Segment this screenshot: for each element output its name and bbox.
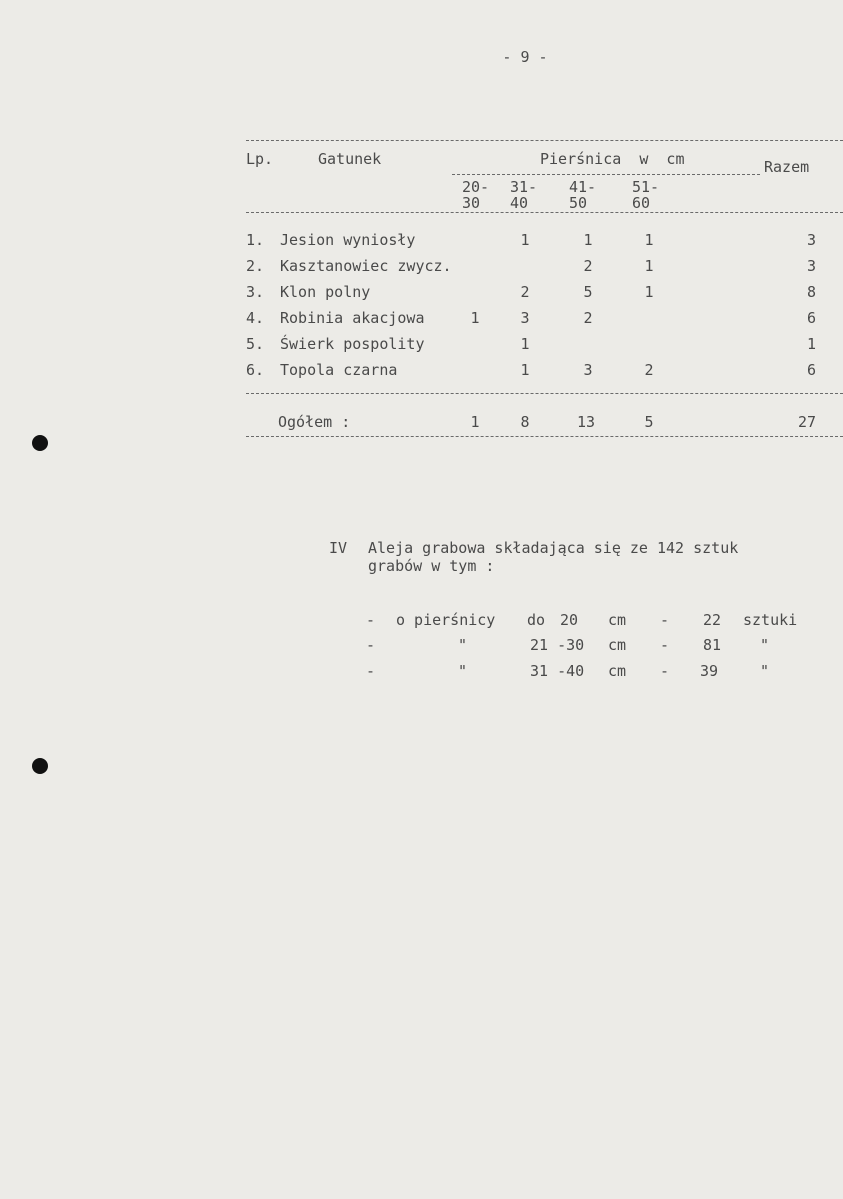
row-species: Świerk pospolity xyxy=(280,335,425,353)
summary-31-40: 8 xyxy=(520,413,530,431)
cell-41-50: 2 xyxy=(583,257,593,275)
item-dash-2: - xyxy=(660,611,670,629)
cell-41-50: 3 xyxy=(583,361,593,379)
cell-total: 8 xyxy=(806,283,816,301)
cell-20-30: 1 xyxy=(470,309,480,327)
item-label: sztuki xyxy=(743,611,798,629)
header-group: Pierśnica w cm xyxy=(540,150,685,168)
cell-41-50: 2 xyxy=(583,309,593,327)
section-number: IV xyxy=(329,539,348,557)
item-count: 22 xyxy=(703,611,722,629)
row-species: Klon polny xyxy=(280,283,371,301)
row-number: 3. xyxy=(246,283,265,301)
item-unit: cm xyxy=(608,611,627,629)
header-bottom-rule xyxy=(246,212,843,213)
item-pre: do xyxy=(527,611,546,629)
header-species: Gatunek xyxy=(318,150,382,168)
bin-bottom: 60 xyxy=(632,194,651,212)
row-species: Topola czarna xyxy=(280,361,398,379)
table-bottom-rule xyxy=(246,436,843,437)
bin-bottom: 50 xyxy=(569,194,588,212)
table-top-rule xyxy=(246,140,843,141)
cell-41-50: 1 xyxy=(583,231,593,249)
header-lp: Lp. xyxy=(246,150,274,168)
item-count: 81 xyxy=(703,636,722,654)
cell-total: 6 xyxy=(806,361,816,379)
bin-top: 31- xyxy=(510,178,538,196)
bin-top: 41- xyxy=(569,178,597,196)
item-label: " xyxy=(760,662,770,680)
cell-41-50: 5 xyxy=(583,283,593,301)
bin-top: 51- xyxy=(632,178,660,196)
item-unit: cm xyxy=(608,662,627,680)
item-what: o pierśnicy xyxy=(396,611,496,629)
cell-51-60: 1 xyxy=(644,257,654,275)
item-label: " xyxy=(760,636,770,654)
punch-hole xyxy=(32,758,48,774)
cell-31-40: 1 xyxy=(520,361,530,379)
cell-31-40: 3 xyxy=(520,309,530,327)
item-what: " xyxy=(458,636,468,654)
cell-total: 3 xyxy=(806,257,816,275)
summary-51-60: 5 xyxy=(644,413,654,431)
summary-20-30: 1 xyxy=(470,413,480,431)
summary-41-50: 13 xyxy=(576,413,596,431)
row-number: 4. xyxy=(246,309,265,327)
item-dash: - xyxy=(366,611,376,629)
item-range: 21 -30 xyxy=(530,636,585,654)
cell-total: 6 xyxy=(806,309,816,327)
bin-bottom: 30 xyxy=(462,194,481,212)
cell-total: 1 xyxy=(806,335,816,353)
item-range: 31 -40 xyxy=(530,662,585,680)
summary-label: Ogółem : xyxy=(278,413,351,431)
row-number: 2. xyxy=(246,257,265,275)
item-what: " xyxy=(458,662,468,680)
item-range: 20 xyxy=(560,611,579,629)
page-number: - 9 - xyxy=(502,48,548,66)
header-total: Razem xyxy=(764,158,810,176)
punch-hole xyxy=(32,435,48,451)
item-count: 39 xyxy=(700,662,719,680)
bin-bottom: 40 xyxy=(510,194,529,212)
cell-51-60: 1 xyxy=(644,231,654,249)
row-number: 6. xyxy=(246,361,265,379)
row-species: Jesion wyniosły xyxy=(280,231,416,249)
row-species: Robinia akacjowa xyxy=(280,309,425,327)
cell-51-60: 2 xyxy=(644,361,654,379)
item-dash-2: - xyxy=(660,636,670,654)
cell-51-60: 1 xyxy=(644,283,654,301)
cell-31-40: 1 xyxy=(520,231,530,249)
section-line-1: Aleja grabowa składająca się ze 142 sztuk xyxy=(368,539,739,557)
cell-total: 3 xyxy=(806,231,816,249)
item-dash-2: - xyxy=(660,662,670,680)
cell-31-40: 2 xyxy=(520,283,530,301)
row-number: 1. xyxy=(246,231,265,249)
item-unit: cm xyxy=(608,636,627,654)
row-number: 5. xyxy=(246,335,265,353)
item-dash: - xyxy=(366,662,376,680)
cell-31-40: 1 xyxy=(520,335,530,353)
bin-top: 20- xyxy=(462,178,490,196)
header-group-rule xyxy=(452,174,760,175)
item-dash: - xyxy=(366,636,376,654)
summary-top-rule xyxy=(246,393,843,394)
section-line-2: grabów w tym : xyxy=(368,557,495,575)
summary-total: 27 xyxy=(797,413,816,431)
row-species: Kasztanowiec zwycz. xyxy=(280,257,452,275)
